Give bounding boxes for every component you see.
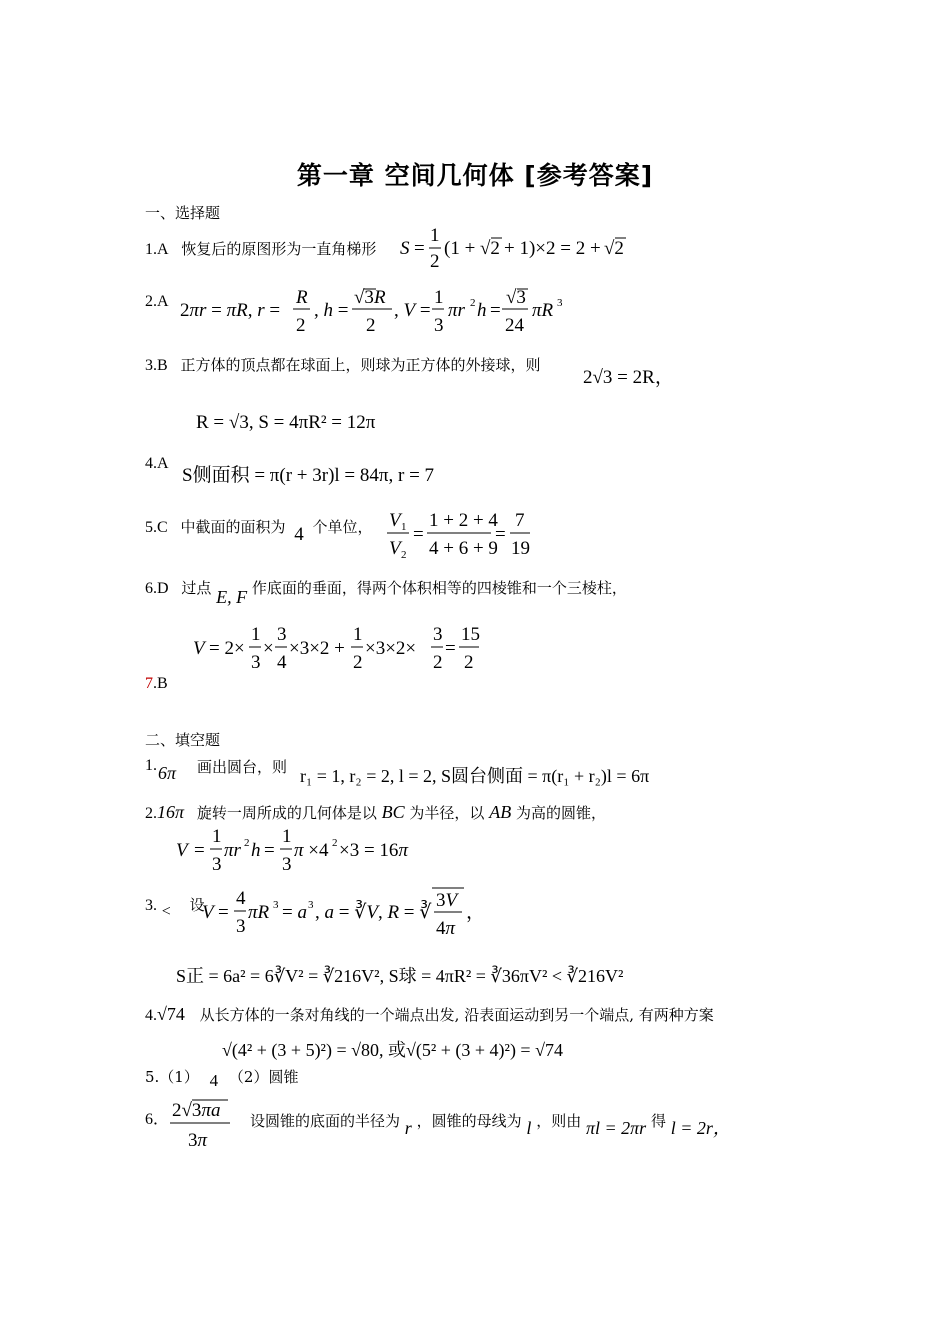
svg-text:×3×2×: ×3×2× [365, 638, 417, 659]
svg-text:2: 2 [433, 652, 443, 673]
svg-text:3V: 3V [436, 890, 458, 911]
svg-text:V: V [176, 840, 188, 861]
fill-2-label: 2. [145, 805, 157, 822]
svg-text:(1 +: (1 + [444, 238, 476, 259]
fill-3-text: 设 [189, 896, 205, 914]
svg-text:=: = [495, 524, 506, 545]
choice-answer-5 [145, 516, 373, 545]
svg-text:V: V [389, 538, 401, 559]
choice-3-text: 正方体的顶点都在球面上，则球为正方体的外接球，则 [180, 356, 541, 374]
fill-1-label: 1. [145, 757, 157, 774]
svg-text:2: 2 [401, 549, 407, 561]
svg-text:2: 2 [366, 315, 376, 336]
svg-text:2πr = πR, r =: 2πr = πR, r = [180, 300, 281, 321]
svg-text:，: ， [466, 902, 486, 923]
svg-text:h: h [251, 840, 261, 861]
choice-3-label: 3.B [145, 357, 168, 374]
fill-2-answer: 16π [157, 802, 185, 822]
svg-text:3: 3 [251, 652, 261, 673]
svg-text:πR: πR [248, 902, 270, 923]
svg-text:4: 4 [236, 888, 246, 909]
svg-text:3: 3 [212, 854, 222, 875]
svg-text:2√3πa: 2√3πa [172, 1100, 221, 1121]
fill-6-body [250, 1106, 731, 1138]
svg-text:, h =: , h = [314, 300, 349, 321]
svg-text:=: = [490, 300, 501, 321]
choice-6-label: 6.D [145, 580, 169, 597]
fill-2-text-c: 为高的圆锥， [515, 804, 606, 822]
fill-6-text-d: 得 [650, 1112, 666, 1130]
fill-6-text-c: ，则由 [536, 1112, 582, 1130]
fill-1-formula: r₁ = 1, r₂ = 2, l = 2, S圆台侧面 = π(r₁ + r₂)l = 6π [300, 766, 650, 786]
svg-text:√3: √3 [506, 287, 526, 308]
fill-6-r: r [404, 1118, 412, 1138]
fill-5-label: 5.（1） [145, 1068, 199, 1086]
choice-1-formula [398, 224, 638, 274]
svg-text:2: 2 [296, 315, 306, 336]
choice-answer-6 [145, 577, 627, 607]
svg-text:1: 1 [212, 826, 222, 847]
svg-text:3: 3 [433, 624, 443, 645]
choice-answer-3 [145, 354, 540, 375]
svg-text:4 + 6 + 9: 4 + 6 + 9 [429, 538, 498, 559]
svg-text:πr: πr [448, 300, 465, 321]
svg-text:×3 = 16π: ×3 = 16π [339, 840, 408, 861]
svg-text:1: 1 [401, 521, 407, 533]
svg-text:×: × [263, 638, 274, 659]
svg-text:V: V [193, 638, 205, 659]
choice-1-text: 恢复后的原图形为一直角梯形 [181, 240, 377, 258]
fill-5-answer-1: 4 [209, 1071, 219, 1090]
svg-text:7: 7 [515, 510, 525, 531]
fill-3-label: 3. [145, 897, 157, 914]
svg-text:, a = ∛V, R = ∛: , a = ∛V, R = ∛ [315, 902, 432, 923]
fill-5-answer-2: （2）圆锥 [228, 1068, 299, 1086]
svg-text:√3R: √3R [354, 287, 386, 308]
fill-2-text-a: 旋转一周所成的几何体是以 [196, 804, 377, 822]
fill-answer-6 [145, 1106, 169, 1129]
choice-3-formula: 2√3 = 2R， [583, 367, 674, 388]
fill-3-formula [200, 882, 490, 942]
fill-4-formula: √(4² + (3 + 5)²) = √80, 或√(5² + (3 + 4)²) = √74 [222, 1040, 563, 1060]
svg-text:R: R [296, 287, 308, 308]
svg-text:π ×4: π ×4 [294, 840, 329, 861]
fill-6-text-a: 设圆锥的底面的半径为 [250, 1112, 401, 1130]
choice-answer-2 [145, 292, 169, 311]
choice-6-formula [193, 620, 493, 676]
choice-5-text-b: 个单位， [312, 518, 373, 536]
choice-5-value: 4 [294, 524, 304, 545]
fill-3-formula-2: S正 = 6a² = 6∛V² = ∛216V², S球 = 4πR² = ∛36πV² < ∛216V² [176, 966, 624, 986]
choice-answer-1 [145, 238, 376, 259]
fill-4-text: 从长方体的一条对角线的一个端点出发, 沿表面运动到另一个端点, 有两种方案 [199, 1006, 714, 1024]
choice-7-number: 7 [145, 675, 153, 692]
svg-text:=: = [413, 524, 424, 545]
svg-text:3: 3 [277, 624, 287, 645]
svg-text:15: 15 [461, 624, 480, 645]
fill-answer-3 [145, 894, 205, 920]
svg-text:1: 1 [251, 624, 261, 645]
svg-text:4: 4 [277, 652, 287, 673]
choice-2-label: 2.A [145, 293, 169, 310]
choice-answer-7 [145, 674, 168, 693]
fill-6-l: l [526, 1118, 532, 1138]
svg-text:2: 2 [464, 652, 474, 673]
fill-2-bc: BC [381, 802, 405, 822]
svg-text:24: 24 [505, 315, 524, 336]
fill-2-formula [176, 822, 436, 878]
choice-1-label: 1.A [145, 241, 169, 258]
choice-answer-4 [145, 454, 169, 473]
svg-text:3: 3 [308, 899, 314, 911]
choice-4-formula: S侧面积 = π(r + 3r)l = 84π, r = 7 [182, 465, 435, 486]
svg-text:= a: = a [282, 902, 307, 923]
choice-7-answer: .B [153, 675, 168, 692]
section-fill-heading: 二、填空题 [145, 731, 221, 749]
choice-6-text-b: 作底面的垂面，得两个体积相等的四棱锥和一个三棱柱， [251, 579, 627, 597]
fill-6-label: 6． [145, 1111, 170, 1128]
choice-5-text-a: 中截面的面积为 [180, 518, 286, 536]
svg-text:2: 2 [244, 837, 250, 849]
svg-text:3π: 3π [188, 1130, 208, 1151]
svg-text:2: 2 [353, 652, 363, 673]
svg-text:V: V [389, 510, 401, 531]
fill-answer-2 [145, 802, 606, 823]
svg-text:3: 3 [236, 916, 246, 937]
fill-2-ab: AB [489, 802, 512, 822]
svg-text:=: = [264, 840, 275, 861]
svg-text:+ 1)×2 = 2 +: + 1)×2 = 2 + [504, 238, 601, 259]
svg-text:, V =: , V = [394, 300, 431, 321]
svg-text:πr: πr [224, 840, 241, 861]
svg-text:1: 1 [430, 225, 440, 246]
section-choice-heading: 一、选择题 [145, 204, 221, 222]
fill-4-label: 4. [145, 1007, 157, 1024]
svg-text:= 2×: = 2× [209, 638, 245, 659]
fill-3-answer: < [161, 903, 171, 920]
svg-text:=: = [194, 840, 205, 861]
fill-6-formula-1: πl = 2πr [585, 1118, 647, 1138]
svg-text:×3×2 +: ×3×2 + [289, 638, 345, 659]
svg-text:4π: 4π [436, 918, 456, 939]
fill-4-answer: √74 [157, 1004, 185, 1024]
svg-text:1: 1 [282, 826, 292, 847]
svg-text:3: 3 [557, 297, 563, 309]
svg-text:πR: πR [532, 300, 554, 321]
svg-text:3: 3 [273, 899, 279, 911]
fill-2-text-b: 为半径，以 [409, 804, 485, 822]
choice-6-points: E, F [216, 587, 248, 607]
fill-6-answer [168, 1092, 238, 1154]
fill-6-formula-2: l = 2r， [670, 1118, 731, 1138]
svg-text:=: = [414, 238, 425, 259]
svg-text:=: = [218, 902, 229, 923]
svg-text:1: 1 [353, 624, 363, 645]
svg-text:√2: √2 [604, 238, 624, 259]
choice-4-label: 4.A [145, 455, 169, 472]
svg-text:=: = [445, 638, 456, 659]
fill-1-text: 画出圆台，则 [197, 758, 288, 776]
fill-answer-4 [145, 1004, 714, 1025]
choice-2-formula [180, 282, 580, 338]
svg-text:19: 19 [511, 538, 530, 559]
svg-text:3: 3 [282, 854, 292, 875]
svg-text:2: 2 [332, 837, 338, 849]
svg-text:S: S [400, 238, 410, 259]
svg-text:1 + 2 + 4: 1 + 2 + 4 [429, 510, 498, 531]
svg-text:V: V [202, 902, 214, 923]
fill-6-text-b: ，圆锥的母线为 [416, 1112, 522, 1130]
svg-text:2: 2 [470, 297, 476, 309]
choice-5-formula [385, 506, 545, 562]
fill-1-answer: 6π [158, 763, 177, 783]
choice-5-label: 5.C [145, 519, 168, 536]
svg-text:2: 2 [430, 251, 440, 272]
choice-6-text-a: 过点 [181, 579, 212, 597]
svg-text:√2: √2 [480, 238, 500, 259]
fill-answer-5 [145, 1066, 299, 1090]
choice-3-formula-2: R = √3, S = 4πR² = 12π [196, 412, 376, 433]
svg-text:1: 1 [434, 287, 444, 308]
svg-text:h: h [477, 300, 487, 321]
page-title: 第一章 空间几何体 [参考答案] [296, 161, 654, 190]
fill-answer-1 [145, 756, 157, 775]
svg-text:3: 3 [434, 315, 444, 336]
